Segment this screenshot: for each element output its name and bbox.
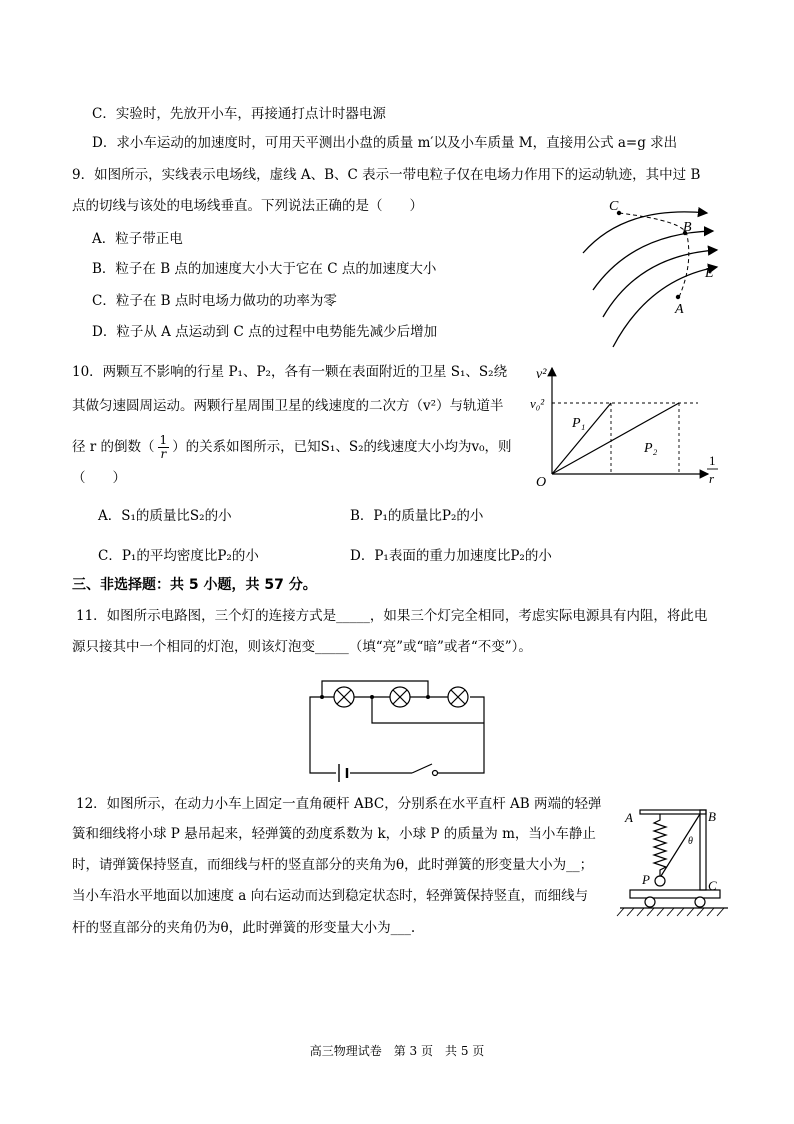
wire-right [438,697,484,773]
q10-option-a: A．S₁的质量比S₂的小 [98,508,232,524]
origin-label: O [536,475,547,490]
wire-left-top [310,697,336,773]
q9-option-c: C．粒子在 B 点时电场力做功的功率为零 [92,293,337,309]
q12-line5: 杆的竖直部分的夹角仍为θ，此时弹簧的形变量大小为___. [72,920,416,936]
q10-frac-num: 1 [159,433,168,447]
ball-p [655,876,665,886]
battery-icon [339,764,347,782]
rod-ab [640,810,706,814]
label-a: A [675,302,684,317]
p2-label: P₂ [644,441,658,456]
q10-stem-line1: 10．两颗互不影响的行星 P₁、P₂，各有一颗在表面附近的卫星 S₁、S₂绕 [72,364,508,380]
q12-line1: 12．如图所示，在动力小车上固定一直角硬杆 ABC，分别系在水平直杆 AB 两端的轻弹 [76,796,602,812]
v2-vs-inverse-r-graph [530,362,725,492]
rod-bc [700,810,706,890]
section3-title: 三、非选择题：共 5 小题，共 57 分。 [72,577,317,593]
q11-stem-line1: 11．如图所示电路图，三个灯的连接方式是_____，如果三个灯完全相同，考虑实际电源具有内阻，将此电 [76,608,708,624]
q10-frac-den: r [160,447,167,461]
q10-option-d: D．P₁表面的重力加速度比P₂的小 [350,548,552,564]
q9-option-a: A．粒子带正电 [92,231,183,247]
x-axis-label-num: 1 [709,453,716,468]
label-b: B [683,220,692,235]
junction-dot-3 [426,695,430,699]
p1-label: P₁ [572,416,586,431]
y-axis-label: v² [536,367,547,382]
q10-stem-line3-part1: 径 r 的倒数（ [72,439,155,455]
q10-inline-fraction [158,434,170,461]
q8-option-c: C．实验时，先放开小车，再接通打点计时器电源 [92,106,386,122]
point-a-dot [676,295,680,299]
q10-stem-line3 [72,434,512,461]
spring [654,814,666,876]
q10-stem-line3-part2: ）的关系如图所示，已知S₁、S₂的线速度大小均为v₀，则 [172,439,512,455]
junction-dot-2 [370,695,374,699]
lamp-3-icon [448,687,468,707]
q10-option-b: B．P₁的质量比P₂的小 [350,508,484,524]
x-axis-label-den: r [709,471,715,486]
q8-option-d: D．求小车运动的加速度时，可用天平测出小盘的质量 m′以及小车质量 M，直接用公式 a=g 求出 [92,135,678,151]
lamp-1-icon [334,687,354,707]
electric-field-figure [575,195,735,355]
label-c: C [708,878,717,893]
label-c: C [609,199,619,214]
cart-pendulum-figure [620,808,732,930]
q11-stem-line2: 源只接其中一个相同的灯泡，则该灯泡变_____（填“亮”或“暗”或者“不变”）。 [72,639,532,655]
field-line-3 [603,250,717,317]
lamp-2-icon [390,687,410,707]
circuit-diagram [300,675,495,783]
wheel-right [695,897,705,907]
label-a: A [625,810,633,825]
q9-option-d: D．粒子从 A 点运动到 C 点的过程中电势能先减少后增加 [92,324,438,340]
wheel-left [645,897,655,907]
q9-stem-line2: 点的切线与该处的电场线垂直。下列说法正确的是（ ） [72,198,423,214]
q9-option-b: B．粒子在 B 点的加速度大小大于它在 C 点的加速度大小 [92,261,437,277]
label-b: B [708,809,716,824]
junction-dot-1 [320,695,324,699]
p2-line [552,403,679,474]
switch-icon [412,764,438,776]
q12-line4: 当小车沿水平地面以加速度 a 向右运动而达到稳定状态时，轻弹簧保持竖直，而细线与 [72,888,589,904]
label-e: E [705,266,714,281]
q10-stem-line4: （ ） [72,470,126,486]
q10-stem-line2: 其做匀速圆周运动。两颗行星周围卫星的线速度的二次方（v²）与轨道半 [72,398,504,414]
page-footer: 高三物理试卷 第 3 页 共 5 页 [309,1044,485,1058]
string [661,814,700,876]
cart-body [630,890,720,898]
label-theta: θ [688,836,693,847]
q9-stem-line1: 9．如图所示，实线表示电场线，虚线 A、B、C 表示一带电粒子仅在电场力作用下的运动轨迹，其中过 B [72,167,701,183]
q12-line3: 时，请弹簧保持竖直，而细线与杆的竖直部分的夹角为θ，此时弹簧的形变量大小为__； [72,857,594,873]
field-line-2 [593,231,713,290]
ground-hatching [617,908,724,916]
q10-option-c: C．P₁的平均密度比P₂的小 [98,548,259,564]
q12-line2: 簧和细线将小球 P 悬吊起来，轻弹簧的劲度系数为 k，小球 P 的质量为 m，当小车静止 [72,826,596,842]
v0sq-label: v₀² [530,396,545,411]
p1-line [552,403,611,474]
field-line-4 [613,267,717,347]
label-p: P [642,872,650,887]
